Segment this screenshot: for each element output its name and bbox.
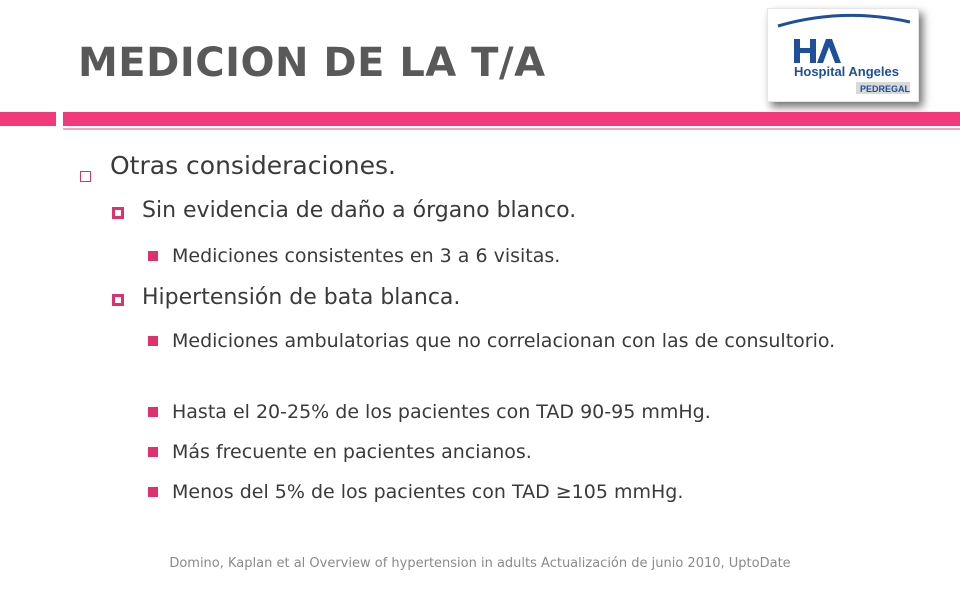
citation-footer: Domino, Kaplan et al Overview of hypertension in adults Actualización de junio 2010, UptoDate <box>169 556 791 571</box>
bullet-level2: Hipertensión de bata blanca. <box>142 285 461 310</box>
hollow-square-bullet-icon <box>80 171 91 182</box>
slide-title: MEDICION DE LA T/A <box>78 40 546 86</box>
bullet-level3: Más frecuente en pacientes ancianos. <box>172 441 532 463</box>
logo-name: Hospital Angeles <box>794 64 899 79</box>
framed-square-bullet-icon <box>112 207 124 219</box>
square-bullet-icon <box>148 251 158 261</box>
framed-square-bullet-icon <box>112 294 124 306</box>
bullet-level3: Mediciones consistentes en 3 a 6 visitas. <box>172 245 561 267</box>
square-bullet-icon <box>148 487 158 497</box>
square-bullet-icon <box>148 447 158 457</box>
bullet-level2: Sin evidencia de daño a órgano blanco. <box>142 198 577 223</box>
square-bullet-icon <box>148 336 158 346</box>
bullet-level3: Mediciones ambulatorias que no correlacionan con las de consultorio. <box>172 330 836 352</box>
logo-location: PEDREGAL <box>860 84 911 94</box>
square-bullet-icon <box>148 407 158 417</box>
bullet-level3: Hasta el 20-25% de los pacientes con TAD 90-95 mmHg. <box>172 401 711 423</box>
bullet-level3: Menos del 5% de los pacientes con TAD ≥105 mmHg. <box>172 481 684 503</box>
bullet-level1: Otras consideraciones. <box>110 151 396 180</box>
